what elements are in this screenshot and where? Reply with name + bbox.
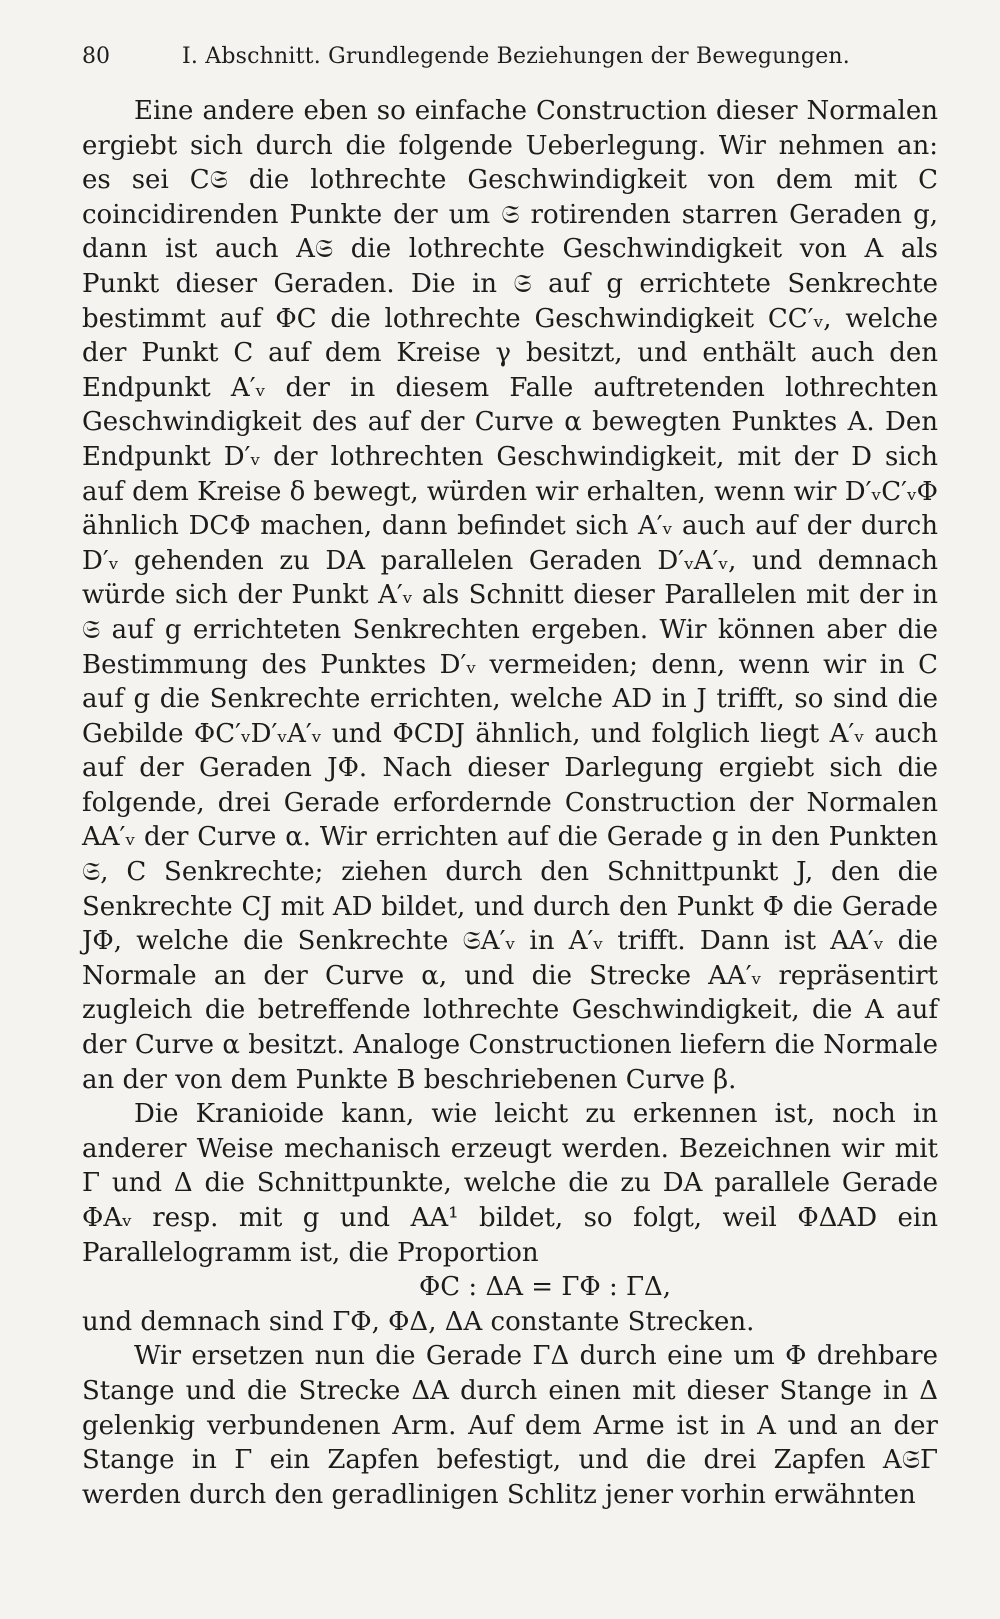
running-title: I. Abschnitt. Grundlegende Beziehungen der Bewegungen. [182, 44, 850, 69]
proportion-formula: ΦC : ΔA = ΓΦ : ΓΔ, [418, 1272, 672, 1303]
paragraph-kranioide: Die Kranioide kann, wie leicht zu erkennen ist, noch in anderer Weise mechanisch erzeugt werden. Bezeichnen wir mit Γ und Δ die Schnittpunkte, welche die zu DA parallele Gerade ΦAᵥ resp. mit g und AA¹ bildet, so folgt, weil ΦΔAD ein Parallelogramm ist, die Proportion [82, 1099, 938, 1268]
paragraph-mechanism: Wir ersetzen nun die Gerade ΓΔ durch eine um Φ drehbare Stange und die Strecke ΔA durch einen mit dieser Stange in Δ gelenkig verbundenen Arm. Auf dem Arme ist in A und an der Stange in Γ ein Zapfen befestigt, und die drei Zapfen A𝔖Γ werden durch den geradlinigen Schlitz jener vorhin erwähnten [82, 1341, 938, 1510]
paragraph-normal-construction: Eine andere eben so einfache Construction dieser Normalen ergiebt sich durch die folgende Ueberlegung. Wir nehmen an: es sei C𝔖 die lothrechte Geschwindigkeit von dem mit C coincidirenden Punkte der um 𝔖 rotirenden starren Geraden g, dann ist auch A𝔖 die lothrechte Geschwindigkeit von A als Punkt dieser Geraden. Die in 𝔖 auf g errichtete Senkrechte bestimmt auf ΦC die lothrechte Geschwindigkeit CC′ᵥ, welche der Punkt C auf dem Kreise γ besitzt, und enthält auch den Endpunkt A′ᵥ der in diesem Falle auftretenden lothrechten Geschwindigkeit des auf der Curve α bewegten Punktes A. Den Endpunkt D′ᵥ der lothrechten Geschwindigkeit, mit der D sich auf dem Kreise δ bewegt, würden wir erhalten, wenn wir D′ᵥC′ᵥΦ ähnlich DCΦ machen, dann befindet sich A′ᵥ auch auf der durch D′ᵥ gehenden zu DA parallelen Geraden D′ᵥA′ᵥ, und demnach würde sich der Punkt A′ᵥ als Schnitt dieser Parallelen mit der in 𝔖 auf g errichteten Senkrechten ergeben. Wir können aber die Bestimmung des Punktes D′ᵥ vermeiden; denn, wenn wir in C auf g die Senkrechte errichten, welche AD in J trifft, so sind die Gebilde ΦC′ᵥD′ᵥA′ᵥ und ΦCDJ ähnlich, und folglich liegt A′ᵥ auch auf der Geraden JΦ. Nach dieser Darlegung ergiebt sich die folgende, drei Gerade erfordernde Construction der Normalen AA′ᵥ der Curve α. Wir errichten auf die Gerade g in den Punkten 𝔖, C Senkrechte; ziehen durch den Schnittpunkt J, den die Senkrechte CJ mit AD bildet, und durch den Punkt Φ die Gerade JΦ, welche die Senkrechte 𝔖A′ᵥ in A′ᵥ trifft. Dann ist AA′ᵥ die Normale an der Curve α, und die Strecke AA′ᵥ repräsentirt zugleich die betreffende lothrechte Geschwindigkeit, die A auf der Curve α besitzt. Analoge Constructionen liefern die Normale an der von dem Punkte B beschriebenen Curve β. [82, 96, 938, 1095]
paragraph-constant-segments: und demnach sind ΓΦ, ΦΔ, ΔA constante Strecken. [82, 1306, 755, 1337]
page-number: 80 [82, 44, 110, 69]
running-header [82, 44, 862, 69]
body-text [82, 94, 938, 1512]
